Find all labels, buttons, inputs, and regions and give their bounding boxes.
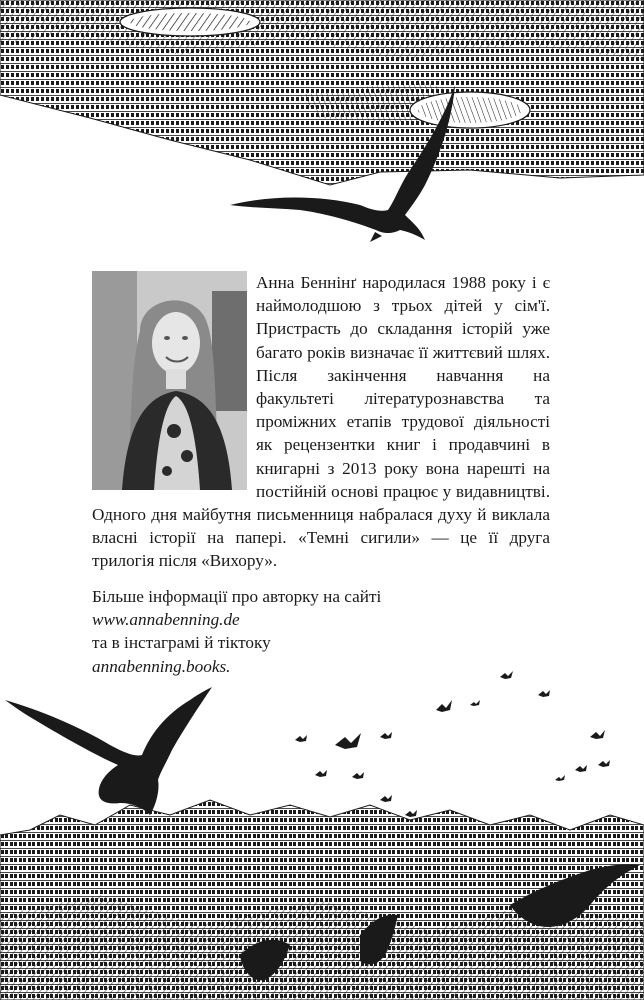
city-etching-bottom	[0, 665, 644, 1000]
raven-large-left	[5, 687, 212, 815]
top-city-illustration	[0, 0, 644, 250]
social-handle[interactable]: annabenning.books.	[92, 656, 231, 676]
author-contact-info	[92, 585, 552, 678]
info-intro-line: Більше інформації про авторку на сайті	[92, 587, 382, 606]
bottom-city-illustration	[0, 665, 644, 1000]
website-link[interactable]: www.annabenning.de	[92, 610, 240, 630]
author-biography	[92, 271, 550, 573]
biography-text: Анна Беннінґ народилася 1988 року і є наймолодшою з трьох дітей у сім'ї. Пристрасть до складання історій уже багато років визначає її життєвий шлях. Після закінчення навчання на факультеті літературознавства та проміжних етапів трудової діяльності як рецензентки книг і продавчині в книгарні з 2013 року вона нарешті на постійній основі працює у видавництві. Одного дня майбутня письменниця набралася духу й виклала власні історії на папері. «Темні сигили» — це її друга трилогія після «Вихору».	[92, 273, 550, 571]
photo-wrap-space	[92, 271, 256, 491]
bird-flock	[295, 671, 610, 817]
social-intro-line: та в інстаграмі й тіктоку	[92, 633, 271, 653]
city-etching-top	[0, 0, 644, 250]
